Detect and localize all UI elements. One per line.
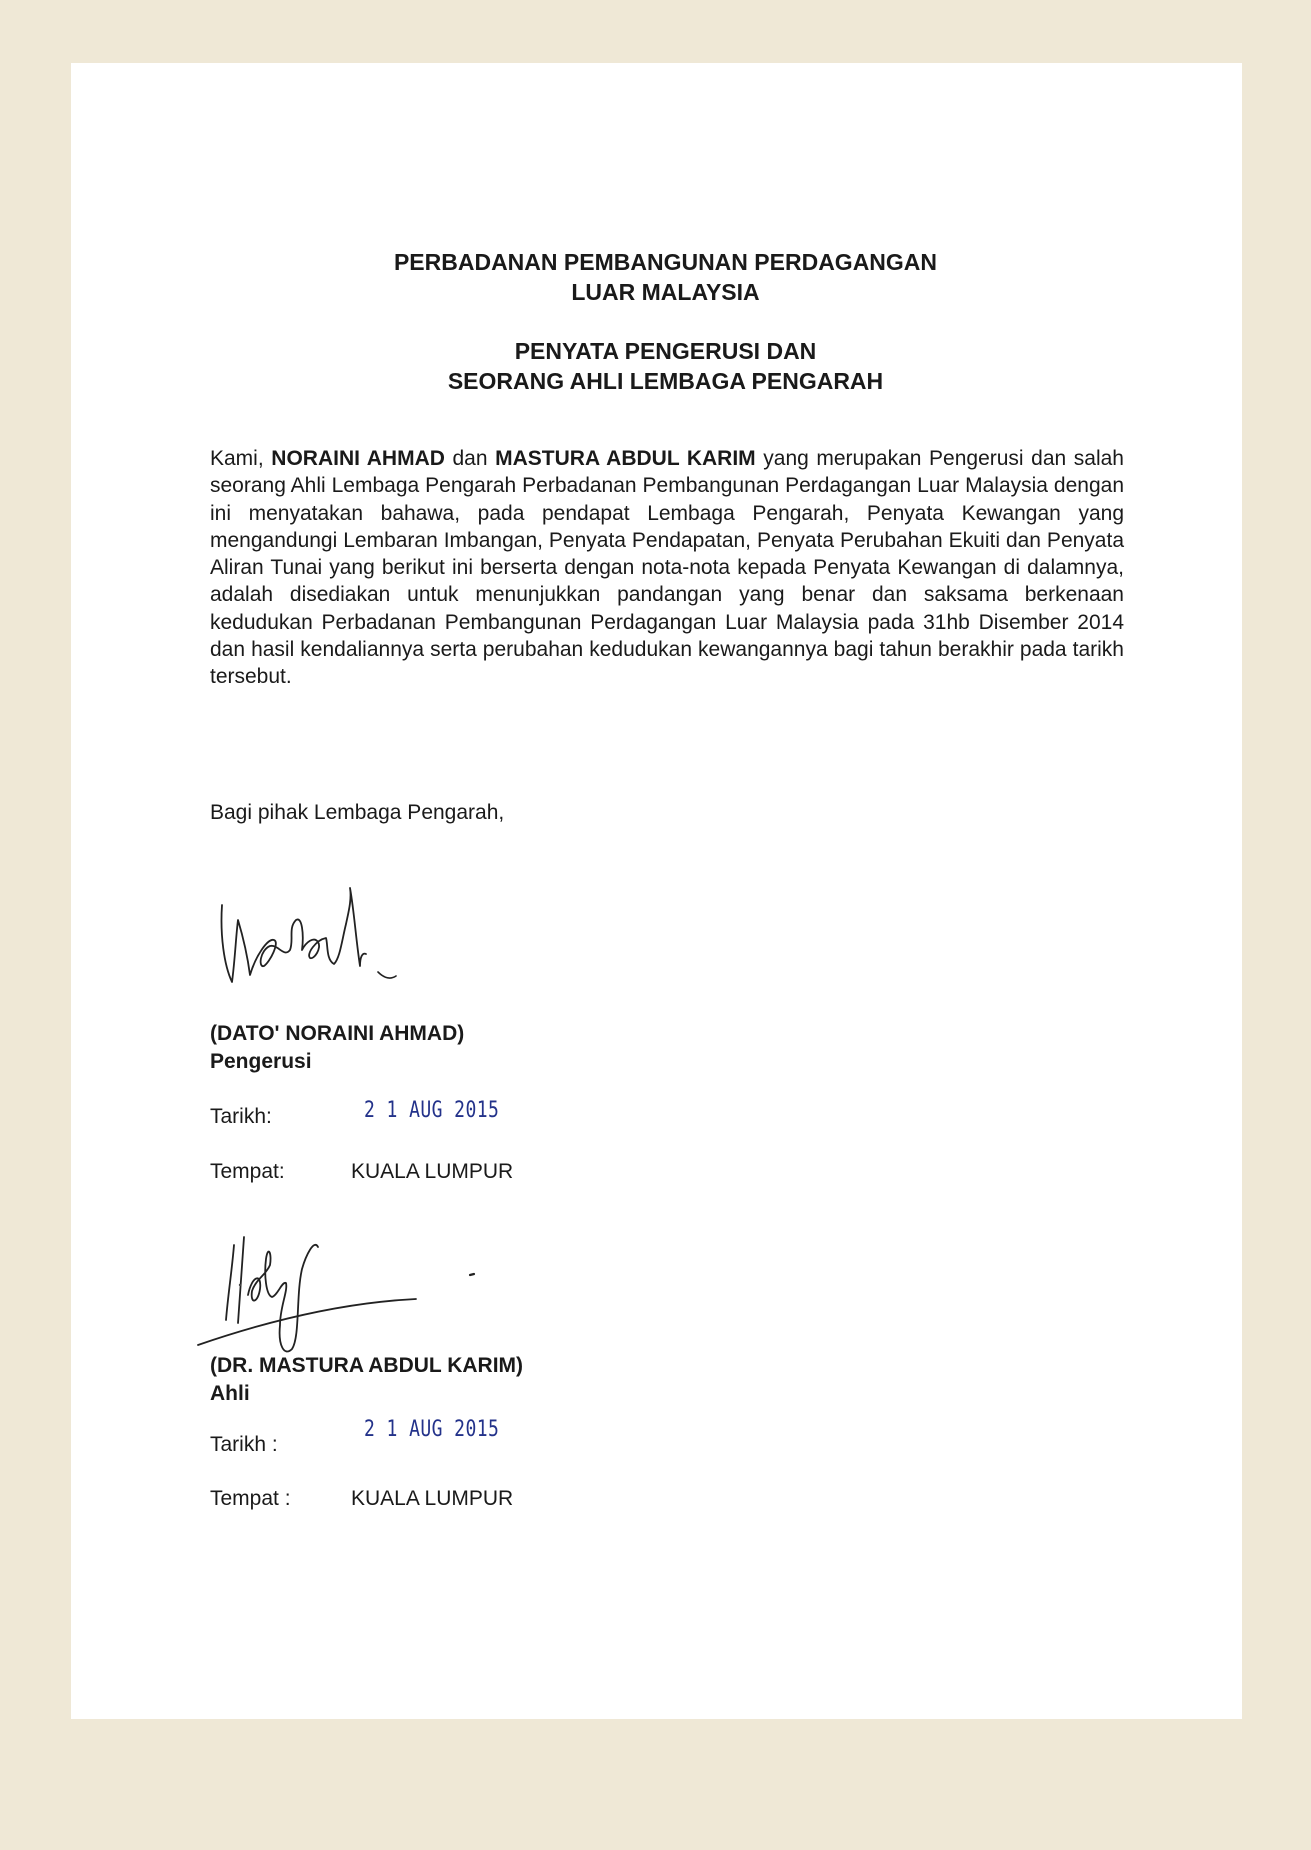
member-place-value: KUALA LUMPUR: [351, 1487, 514, 1510]
chairman-date-label: Tarikh:: [210, 1105, 272, 1128]
member-date-label: Tarikh :: [210, 1433, 278, 1456]
subtitle-line-2: SEORANG AHLI LEMBAGA PENGARAH: [447, 368, 884, 394]
statement-intro: Kami,: [210, 447, 264, 470]
subtitle-line-1: PENYATA PENGERUSI DAN: [514, 338, 817, 364]
closing-line: Bagi pihak Lembaga Pengarah,: [210, 801, 505, 824]
chairman-name: NORAINI AHMAD: [271, 447, 445, 470]
statement-connector: dan: [452, 447, 488, 470]
title-line-2: LUAR MALAYSIA: [571, 279, 760, 305]
statement-paragraph: [210, 445, 1124, 691]
chairman-place-value: KUALA LUMPUR: [351, 1160, 514, 1183]
member-place-label: Tempat :: [210, 1487, 291, 1510]
member-signature: [196, 1225, 496, 1355]
title-line-1: PERBADANAN PEMBANGUNAN PERDAGANGAN: [393, 249, 938, 275]
chairman-name-label: (DATO' NORAINI AHMAD): [210, 1022, 465, 1045]
chairman-place-label: Tempat:: [210, 1160, 285, 1183]
chairman-role: Pengerusi: [210, 1050, 312, 1073]
member-name: MASTURA ABDUL KARIM: [495, 447, 756, 470]
chairman-signature: [210, 880, 430, 1000]
chairman-date-stamp: 2 1 AUG 2015: [364, 1098, 500, 1123]
member-role: Ahli: [210, 1382, 250, 1405]
statement-text: yang merupakan Pengerusi dan salah seorang Ahli Lembaga Pengarah Perbadanan Pembangunan Perdagangan Luar Malaysia dengan ini menyatakan bahawa, pada pendapat Lembaga Pengarah, Penyata Kewangan yang mengandungi Lembaran Imbangan, Penyata Pendapatan, Penyata Perubahan Ekuiti dan Penyata Aliran Tunai yang berikut ini berserta dengan nota-nota kepada Penyata Kewangan di dalamnya, adalah disediakan untuk menunjukkan pandangan yang benar dan saksama berkenaan kedudukan Perbadanan Pembangunan Perdagangan Luar Malaysia pada 31hb Disember 2014 dan hasil kendaliannya serta perubahan kedudukan kewangannya bagi tahun berakhir pada tarikh tersebut.: [210, 447, 1124, 689]
member-name-label: (DR. MASTURA ABDUL KARIM): [210, 1354, 524, 1377]
member-date-stamp: 2 1 AUG 2015: [364, 1417, 500, 1442]
